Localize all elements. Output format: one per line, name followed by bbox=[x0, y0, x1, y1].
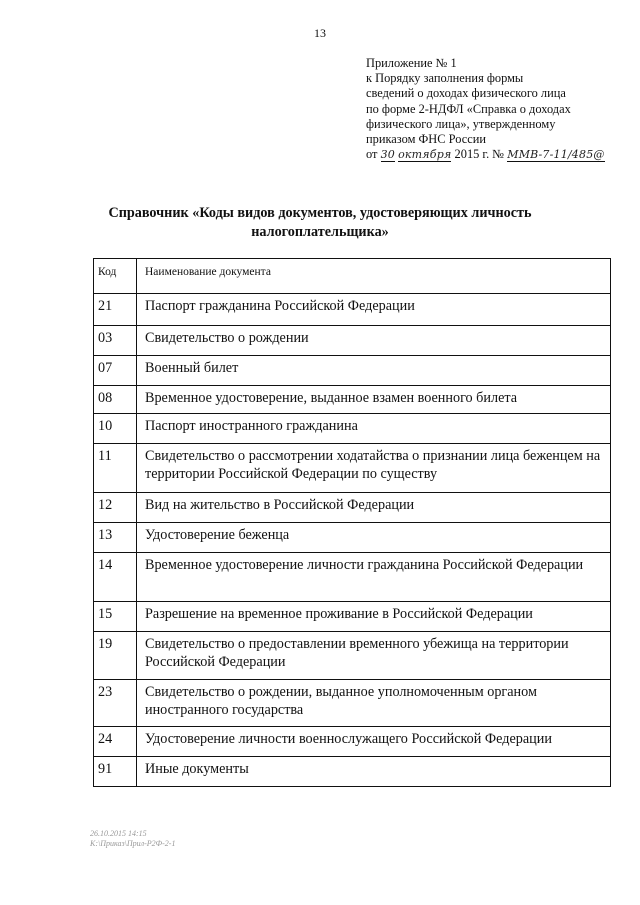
row-document-name: Военный билет bbox=[137, 356, 611, 386]
order-number: ММВ-7-11/485@ bbox=[507, 148, 605, 162]
date-day: 30 bbox=[380, 148, 395, 162]
row-code: 03 bbox=[94, 326, 137, 356]
table-row bbox=[94, 326, 611, 356]
row-code: 14 bbox=[94, 553, 137, 602]
date-month: октября bbox=[398, 148, 452, 162]
row-document-name: Разрешение на временное проживание в Российской Федерации bbox=[137, 602, 611, 632]
date-prefix: от bbox=[366, 147, 378, 162]
page-number: 13 bbox=[314, 26, 326, 40]
header-code: Код bbox=[94, 259, 137, 294]
annex-date-line bbox=[366, 147, 616, 162]
row-code: 10 bbox=[94, 414, 137, 444]
row-document-name: Удостоверение личности военнослужащего Российской Федерации bbox=[137, 727, 611, 757]
document-codes-table bbox=[93, 258, 611, 787]
row-code: 19 bbox=[94, 632, 137, 680]
row-document-name: Иные документы bbox=[137, 757, 611, 787]
table-row bbox=[94, 444, 611, 493]
table-row bbox=[94, 414, 611, 444]
row-document-name: Временное удостоверение, выданное взамен военного билета bbox=[137, 386, 611, 414]
row-code: 08 bbox=[94, 386, 137, 414]
file-stamp bbox=[90, 829, 175, 849]
table-row bbox=[94, 680, 611, 727]
annex-block bbox=[366, 56, 616, 162]
row-code: 91 bbox=[94, 757, 137, 787]
table-row bbox=[94, 493, 611, 523]
row-document-name: Паспорт иностранного гражданина bbox=[137, 414, 611, 444]
table-row bbox=[94, 757, 611, 787]
row-document-name: Свидетельство о рождении bbox=[137, 326, 611, 356]
row-code: 07 bbox=[94, 356, 137, 386]
row-document-name: Удостоверение беженца bbox=[137, 523, 611, 553]
table-row bbox=[94, 356, 611, 386]
table-row bbox=[94, 727, 611, 757]
document-title bbox=[60, 204, 580, 242]
date-year: 2015 г. № bbox=[454, 147, 505, 162]
header-name: Наименование документа bbox=[137, 259, 611, 294]
row-document-name: Свидетельство о рождении, выданное уполномоченным органом иностранного государства bbox=[137, 680, 611, 727]
row-code: 24 bbox=[94, 727, 137, 757]
table-row bbox=[94, 602, 611, 632]
file-stamp-date: 26.10.2015 14:15 bbox=[90, 829, 147, 838]
row-code: 12 bbox=[94, 493, 137, 523]
annex-line: сведений о доходах физического лица bbox=[366, 86, 566, 101]
row-code: 21 bbox=[94, 294, 137, 326]
file-stamp-path: К:\Приказ\Прил-Р2Ф-2-1 bbox=[90, 839, 176, 848]
table-row bbox=[94, 523, 611, 553]
table-row bbox=[94, 294, 611, 326]
annex-line: приказом ФНС России bbox=[366, 132, 486, 147]
annex-line: к Порядку заполнения формы bbox=[366, 71, 524, 86]
table-row bbox=[94, 386, 611, 414]
row-document-name: Временное удостоверение личности гражданина Российской Федерации bbox=[137, 553, 611, 602]
row-document-name: Вид на жительство в Российской Федерации bbox=[137, 493, 611, 523]
title-line: налогоплательщика» bbox=[251, 224, 389, 240]
table-row bbox=[94, 553, 611, 602]
table-header-row bbox=[94, 259, 611, 294]
annex-line: по форме 2-НДФЛ «Справка о доходах bbox=[366, 101, 571, 116]
row-document-name: Паспорт гражданина Российской Федерации bbox=[137, 294, 611, 326]
row-code: 15 bbox=[94, 602, 137, 632]
title-line: Справочник «Коды видов документов, удостоверяющих личность bbox=[108, 205, 532, 221]
row-code: 13 bbox=[94, 523, 137, 553]
annex-line: Приложение № 1 bbox=[366, 56, 457, 70]
row-code: 23 bbox=[94, 680, 137, 727]
row-document-name: Свидетельство о предоставлении временного убежища на территории Российской Федерации bbox=[137, 632, 611, 680]
row-document-name: Свидетельство о рассмотрении ходатайства о признании лица беженцем на территории Российской Федерации по существу bbox=[137, 444, 611, 493]
table-row bbox=[94, 632, 611, 680]
row-code: 11 bbox=[94, 444, 137, 493]
annex-line: физического лица», утвержденному bbox=[366, 116, 556, 131]
